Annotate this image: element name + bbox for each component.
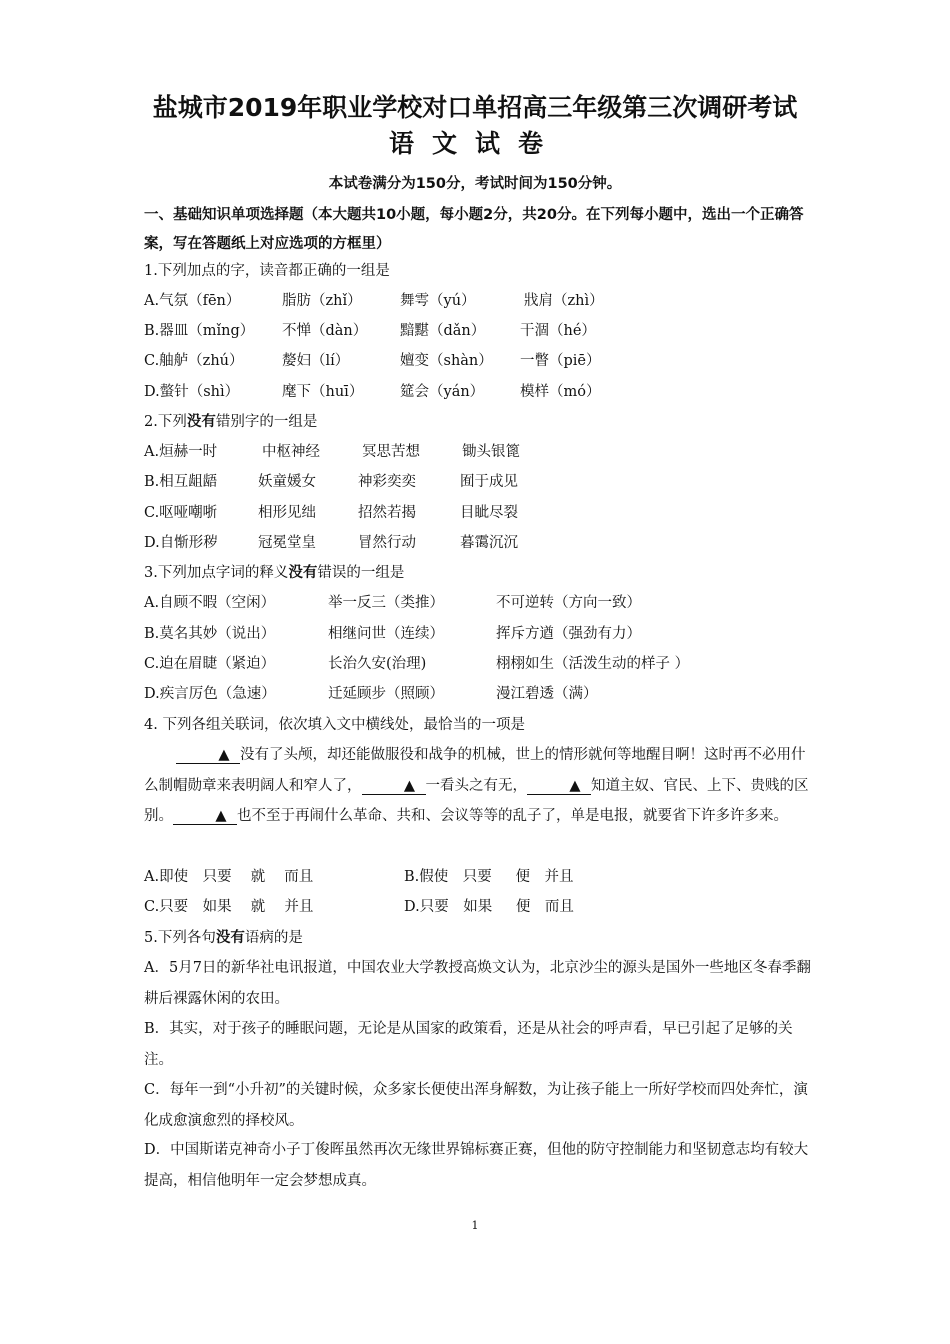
option-item: B.假使 只要 便 并且 (404, 869, 574, 885)
option-item: 目眦尽裂 (460, 505, 518, 521)
stem-text: 5.下列各句 (144, 930, 216, 946)
option-item: 锄头银篦 (462, 444, 520, 460)
option-item: 嬗变（shàn） (400, 353, 493, 369)
option-item: A.烜赫一时 (144, 444, 218, 460)
option-item: C.舳舻（zhú） (144, 353, 244, 369)
stem-emphasis: 没有 (288, 565, 318, 581)
option-item: B.莫名其妙（说出） (144, 626, 276, 642)
stem-text: 3.下列加点字词的释义 (144, 565, 289, 581)
question-5-option-c: C．每年一到“小升初”的关键时候，众多家长便使出浑身解数，为让孩子能上一所好学校而四处奔忙，演化成愈演愈烈的择校风。 (144, 1082, 808, 1129)
passage-text: 没有了头颅，却还能做服役和战争的机械，世上的情形就何等地醒目啊！这时再不必用什么制帽勋章来表明阔人和窄人了， (144, 747, 806, 794)
question-2-stem (144, 412, 317, 432)
fill-blank: ▲ (362, 778, 426, 795)
option-item: 栩栩如生（活泼生动的样子 ） (496, 656, 690, 672)
page-number: 1 (471, 1219, 479, 1232)
option-item: 相形见绌 (258, 505, 316, 521)
question-5-option-a: A．5月7日的新华社电讯报道，中国农业大学教授高焕文认为，北京沙尘的源头是国外一些地区冬春季翻耕后裸露休闲的农田。 (144, 960, 811, 1007)
option-item: 黯黮（dǎn） (400, 323, 486, 339)
option-item: D.只要 如果 便 而且 (404, 899, 574, 915)
stem-emphasis: 没有 (186, 414, 216, 430)
section-heading: 一、基础知识单项选择题（本大题共10小题，每小题2分，共20分。在下列每小题中，选出一个正确答案，写在答题纸上对应选项的方框里） (144, 207, 804, 252)
option-item: A.自顾不暇（空闲） (144, 595, 276, 611)
exam-title: 盐城市2019年职业学校对口单招高三年级第三次调研考试 (152, 93, 798, 122)
option-item: 戕肩（zhì） (524, 293, 604, 309)
stem-text: 错别字的一组是 (215, 414, 318, 430)
question-5-option-d: D．中国斯诺克神奇小子丁俊晖虽然再次无缘世界锦标赛正赛，但他的防守控制能力和坚韧意志均有较大提高，相信他明年一定会梦想成真。 (144, 1142, 809, 1189)
option-item: 神彩奕奕 (358, 474, 416, 490)
option-item: A.气氛（fēn） (144, 293, 241, 309)
exam-info: 本试卷满分为150分，考试时间为150分钟。 (328, 176, 622, 192)
option-item: D.自惭形秽 (144, 535, 218, 551)
option-item: 模样（mó） (520, 384, 601, 400)
option-item: 囿于成见 (460, 474, 518, 490)
option-item: 麾下（huī） (282, 384, 364, 400)
option-item: 脂肪（zhǐ） (282, 293, 362, 309)
question-4-passage (144, 740, 812, 832)
option-item: 不惮（dàn） (282, 323, 368, 339)
fill-blank: ▲ (527, 778, 591, 795)
option-item: 冠冕堂皇 (258, 535, 316, 551)
option-item: C.迫在眉睫（紧迫） (144, 656, 276, 672)
option-item: 冥思苦想 (362, 444, 420, 460)
option-item: 中枢神经 (262, 444, 320, 460)
option-item: B.相互龃龉 (144, 474, 218, 490)
option-item: 妖童媛女 (258, 474, 316, 490)
question-1-stem: 1.下列加点的字，读音都正确的一组是 (144, 263, 390, 279)
option-item: 长治久安(治理) (328, 656, 427, 672)
option-item: 相继问世（连续） (328, 626, 444, 642)
stem-text: 2.下列 (144, 414, 187, 430)
fill-blank: ▲ (173, 808, 237, 825)
question-3-stem (144, 563, 404, 583)
option-item: 一瞥（piē） (520, 353, 601, 369)
question-4-stem: 4. 下列各组关联词，依次填入文中横线处，最恰当的一项是 (144, 717, 525, 733)
question-5-option-b: B．其实，对于孩子的睡眠问题，无论是从国家的政策看，还是从社会的呼声看，早已引起了足够的关注。 (144, 1021, 793, 1068)
option-item: A.即使 只要 就 而且 (144, 869, 314, 885)
option-item: 挥斥方遒（强劲有力） (496, 626, 641, 642)
option-item: 招然若揭 (358, 505, 416, 521)
option-item: C.只要 如果 就 并且 (144, 899, 314, 915)
option-item: 筵会（yán） (400, 384, 485, 400)
option-item: 举一反三（类推） (328, 595, 444, 611)
option-item: C.呕哑嘲哳 (144, 505, 218, 521)
option-item: 冒然行动 (358, 535, 416, 551)
stem-text: 语病的是 (244, 930, 303, 946)
passage-text: 知道主奴、官民、上下、贵贱的区别。 (144, 777, 809, 824)
option-item: D.疾言厉色（急速） (144, 686, 276, 702)
option-item: 嫠妇（lí） (282, 353, 350, 369)
option-item: 干涸（hé） (520, 323, 596, 339)
option-item: B.器皿（mǐng） (144, 323, 255, 339)
option-item: 舞雩（yú） (400, 293, 476, 309)
stem-emphasis: 没有 (215, 930, 245, 946)
option-item: 不可逆转（方向一致） (496, 595, 641, 611)
passage-text: 也不至于再闹什么革命、共和、会议等等的乱子了，单是电报，就要省下许多许多来。 (237, 808, 788, 824)
option-item: 暮霭沉沉 (460, 535, 518, 551)
stem-text: 错误的一组是 (317, 565, 405, 581)
question-5-stem (144, 928, 303, 948)
option-item: D.螫针（shì） (144, 384, 240, 400)
fill-blank: ▲ (176, 747, 240, 764)
passage-text: 一看头之有无， (425, 777, 527, 794)
option-item: 漫江碧透（满） (496, 686, 598, 702)
exam-subtitle: 语文试卷 (388, 129, 561, 158)
option-item: 迁延顾步（照顾） (328, 686, 444, 702)
